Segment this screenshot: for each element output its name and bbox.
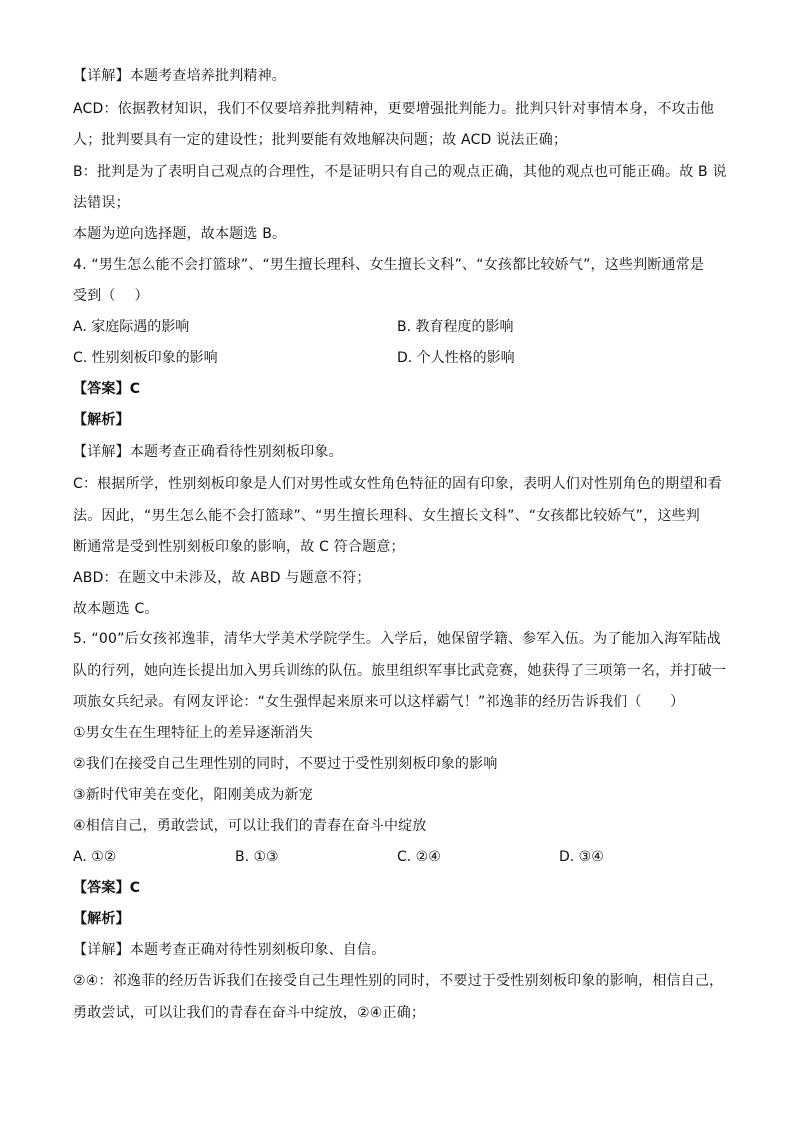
q5-statement-2: ②我们在接受自己生理性别的同时，不要过于受性别刻板印象的影响 [73,756,498,772]
q5-statement-1: ①男女生在生理特征上的差异逐渐消失 [73,725,313,741]
question-5-stem-cont: 项旅女兵纪录。有网友评论：“女生强悍起来原来可以这样霸气！”祁逸菲的经历告诉我们（ ） [73,694,685,710]
explanation-line: 人；批判要具有一定的建设性；批判要能有效地解决问题；故 ACD 说法正确； [73,132,568,148]
q5-detail-line: ②④：祁逸菲的经历告诉我们在接受自己生理性别的同时，不要过于受性别刻板印象的影响，相信自己， [73,973,724,989]
q4-detail-line: ABD：在题文中未涉及，故 ABD 与题意不符； [73,570,371,586]
q5-analysis-heading: 【解析】 [73,911,130,927]
q4-detail-heading: 【详解】本题考查正确看待性别刻板印象。 [73,444,343,460]
q5-detail-line: 勇敢尝试，可以让我们的青春在奋斗中绽放，②④正确； [73,1005,426,1021]
q5-option-c: C. ②④ [397,849,441,865]
q4-option-b: B. 教育程度的影响 [397,319,514,335]
explanation-line: 法错误； [73,195,130,211]
q4-option-a: A. 家庭际遇的影响 [73,319,190,335]
q5-option-a: A. ①② [73,849,117,865]
conclusion-line: 本题为逆向选择题，故本题选 B。 [73,226,287,242]
q4-answer: 【答案】C [73,381,141,397]
question-4-stem-cont: 受到（ ） [73,288,149,304]
q5-detail-heading: 【详解】本题考查正确对待性别刻板印象、自信。 [73,942,386,958]
q5-statement-4: ④相信自己，勇敢尝试，可以让我们的青春在奋斗中绽放 [73,818,427,834]
q5-option-b: B. ①③ [235,849,279,865]
explanation-line: B：批判是为了表明自己观点的合理性，不是证明只有自己的观点正确，其他的观点也可能正确。故 B 说 [73,164,727,180]
q4-option-c: C. 性别刻板印象的影响 [73,350,218,366]
detail-heading-q3: 【详解】本题考查培养批判精神。 [73,68,286,84]
q4-conclusion: 故本题选 C。 [73,601,159,617]
q4-detail-line: C：根据所学，性别刻板印象是人们对男性或女性角色特征的固有印象，表明人们对性别角色的期望和看 [73,476,722,492]
q4-detail-line: 法。因此，“男生怎么能不会打篮球”、“男生擅长理科、女生擅长文科”、“女孩都比较娇气”，这些判 [73,508,700,524]
q4-detail-line: 断通常是受到性别刻板印象的影响，故 C 符合题意； [73,539,405,555]
q5-answer: 【答案】C [73,880,141,896]
question-5-stem: 5. “00”后女孩祁逸菲，清华大学美术学院学生。入学后，她保留学籍、参军入伍。为了能加入海军陆战 [73,631,721,647]
q4-analysis-heading: 【解析】 [73,412,130,428]
q4-option-d: D. 个人性格的影响 [397,350,515,366]
question-5-stem-cont: 队的行列，她向连长提出加入男兵训练的队伍。旅里组织军事比武竞赛，她获得了三项第一名，并打破一 [73,663,727,679]
question-4-stem: 4. “男生怎么能不会打篮球”、“男生擅长理科、女生擅长文科”、“女孩都比较娇气”，这些判断通常是 [73,257,705,273]
q5-option-d: D. ③④ [559,849,604,865]
q5-statement-3: ③新时代审美在变化，阳刚美成为新宠 [73,787,313,803]
explanation-line: ACD：依据教材知识，我们不仅要培养批判精神，更要增强批判能力。批判只针对事情本身，不攻击他 [73,101,715,117]
